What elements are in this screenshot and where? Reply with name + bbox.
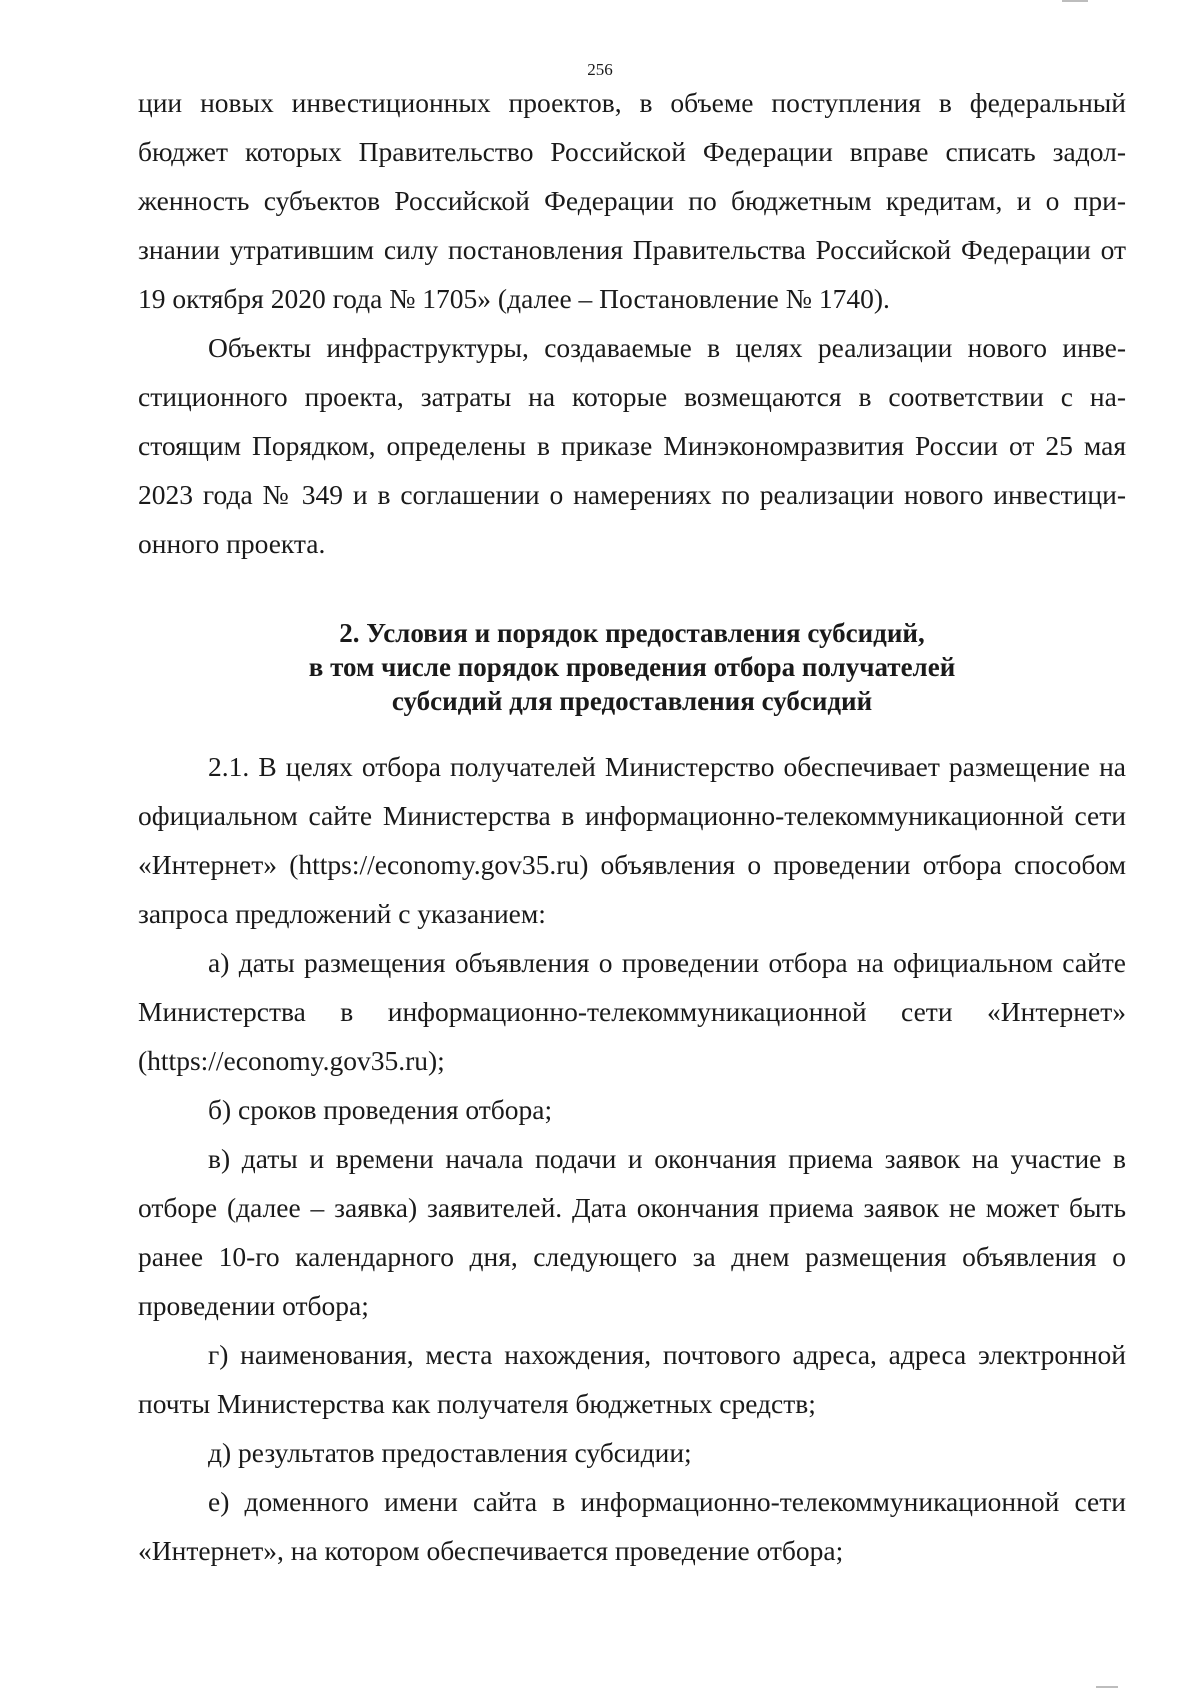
section-heading-line: субсидий для предоставления субсидий xyxy=(391,686,873,716)
section-heading-line: 2. Условия и порядок предоставления субсидий, xyxy=(339,618,925,648)
scan-artifact xyxy=(1062,0,1088,2)
section-heading xyxy=(138,616,1126,718)
paragraph-continuation: ции новых инвестиционных проектов, в объеме поступления в федеральный бюджет которых Правительство Российской Федерации вправе списать задолженность субъектов Российской Федерации по бюджетным кредитам, и о признании утратившим силу постановления Правительства Российской Федерации от 19 октября 2020 года № 1705» (далее – Постановление № 1740). xyxy=(138,87,1126,314)
clause-item-d: д) результатов предоставления субсидии; xyxy=(208,1437,692,1468)
clause-item-g: г) наименования, места нахождения, почтового адреса, адреса электронной почты Министерства как получателя бюджетных средств; xyxy=(138,1339,1126,1419)
scan-artifact xyxy=(1096,1686,1118,1688)
clause-item-a: а) даты размещения объявления о проведении отбора на официальном сайте Министерства в информационно-телекоммуникационной сети «Интернет» (https://economy.gov35.ru); xyxy=(138,947,1126,1076)
clause-item-v: в) даты и времени начала подачи и окончания приема заявок на участие в отборе (далее – заявка) заявителей. Дата окончания приема заявок не может быть ранее 10-го календарного дня, следующего за днем размещения объявления о проведении отбора; xyxy=(138,1143,1126,1321)
page-number: 256 xyxy=(587,60,613,79)
section-heading-line: в том числе порядок проведения отбора получателей xyxy=(308,652,956,682)
document-body xyxy=(138,78,1126,1575)
clause-2-1: 2.1. В целях отбора получателей Министерство обеспечивает размещение на официальном сайте Министерства в информационно-телекоммуникационной сети «Интернет» (https://economy.gov35.ru) объявления о проведении отбора способом запроса предложений с указанием: xyxy=(138,751,1126,929)
clause-item-e: е) доменного имени сайта в информационно-телекоммуникационной сети «Интернет», на котором обеспечивается проведение отбора; xyxy=(138,1486,1126,1566)
paragraph-infrastructure: Объекты инфраструктуры, создаваемые в целях реализации нового инвестиционного проекта, затраты на которые возмещаются в соответствии с настоящим Порядком, определены в приказе Минэкономразвития России от 25 мая 2023 года № 349 и в соглашении о намерениях по реализации нового инвестиционного проекта. xyxy=(138,332,1126,559)
clause-item-b: б) сроков проведения отбора; xyxy=(208,1094,553,1125)
